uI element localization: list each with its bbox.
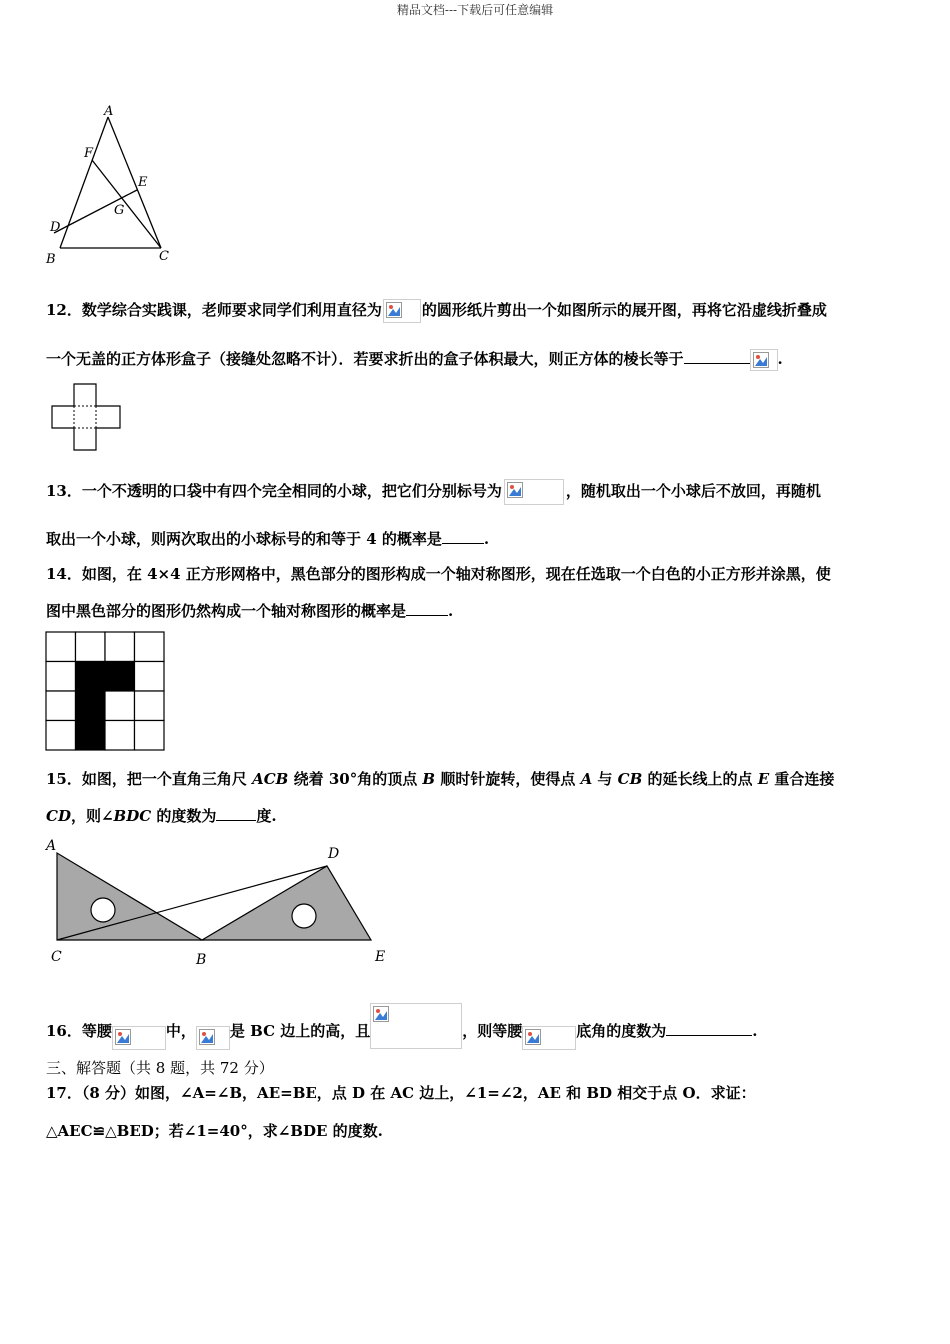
q14-line1: 14．如图，在 4×4 正方形网格中，黑色部分的图形构成一个轴对称图形，现在任选取一个白色的小正方形并涂黑，使 [46,565,831,583]
q14-text: 图中黑色部分的图形仍然构成一个轴对称图形的概率是 [46,602,407,620]
grid-cell-black [76,691,106,721]
grid-cell-white [46,662,76,692]
grid-cell-white [46,721,76,751]
cube-net-figure [50,383,122,453]
grid-cell-white [135,721,165,751]
grid-cell-white [135,662,165,692]
label-A: A [46,838,57,854]
triangle-figure [40,100,190,270]
page-header: 精品文档---下载后可任意编辑 [396,3,554,17]
q13-answer-blank[interactable] [442,529,484,544]
label-E: E [138,175,148,190]
q14-line2: 图中黑色部分的图形仍然构成一个轴对称图形的概率是 . [46,602,454,620]
label-C: C [159,249,169,264]
q13-text-b: ，随机取出一个小球后不放回，再随机 [565,482,821,500]
grid-cell-white [135,632,165,662]
set-square-figure [40,833,400,973]
q15-line2: CD，则∠BDC 的度数为 度. [46,807,277,825]
label-E: E [375,949,386,965]
q16-answer-blank[interactable] [666,1021,752,1036]
q17-line2: △AEC≌△BED；若∠1=40°，求∠BDE 的度数. [46,1122,383,1140]
label-G: G [114,203,125,218]
q17-line1: 17．（8 分）如图，∠A=∠B，AE=BE，点 D 在 AC 边上，∠1=∠2，AE 和 BD 相交于点 O．求证： [46,1084,756,1102]
missing-image-icon [112,1026,166,1050]
grid-cell-white [135,691,165,721]
missing-image-icon [522,1026,576,1050]
grid-cell-black [105,662,135,692]
q12-line2: 一个无盖的正方体形盒子（接缝处忽略不计）．若要求折出的盒子体积最大，则正方体的棱长等于 . [46,348,783,371]
label-B: B [196,952,207,968]
grid-cell-white [76,632,106,662]
q13-line2: 取出一个小球，则两次取出的小球标号的和等于 4 的概率是 . [46,530,490,548]
q13-line1 [46,479,821,505]
grid-cell-white [46,632,76,662]
section-heading: 三、解答题（共 8 题，共 72 分） [46,1059,274,1077]
grid-cell-white [46,691,76,721]
q15-answer-blank[interactable] [216,806,256,821]
missing-image-icon [504,479,564,505]
q12-line1 [46,299,827,323]
missing-image-icon [750,349,778,371]
grid-cell-white [105,632,135,662]
label-D: D [50,220,61,235]
label-D: D [328,846,340,862]
q13-text-c: 取出一个小球，则两次取出的小球标号的和等于 4 的概率是 [46,530,442,548]
q12-text-b: 的圆形纸片剪出一个如图所示的展开图，再将它沿虚线折叠成 [421,301,827,319]
label-B: B [46,252,56,267]
grid-figure [45,631,166,752]
grid-cell-black [76,662,106,692]
label-C: C [51,949,62,965]
grid-cell-white [105,721,135,751]
label-F: F [84,146,94,161]
grid-cell-white [105,691,135,721]
q12-text-c: 一个无盖的正方体形盒子（接缝处忽略不计）．若要求折出的盒子体积最大，则正方体的棱长等于 [46,350,684,368]
q13-text-a: 13．一个不透明的口袋中有四个完全相同的小球，把它们分别标号为 [46,482,502,500]
q12-answer-blank[interactable] [684,349,750,364]
q12-text-a: 12．数学综合实践课，老师要求同学们利用直径为 [46,301,382,319]
missing-image-icon [383,299,421,323]
label-A: A [104,104,114,119]
q15-line1: 15．如图，把一个直角三角尺 ACB 绕着 30°角的顶点 B 顺时针旋转，使得点 A 与 CB 的延长线上的点 E 重合连接 [46,770,835,788]
missing-image-icon [370,1003,462,1049]
q16-line: 16．等腰 中， 是 BC 边上的高，且 ，则等腰 底角的度数为 . [46,1009,758,1055]
grid-cell-black [76,721,106,751]
missing-image-icon [196,1026,230,1050]
q14-answer-blank[interactable] [406,601,448,616]
